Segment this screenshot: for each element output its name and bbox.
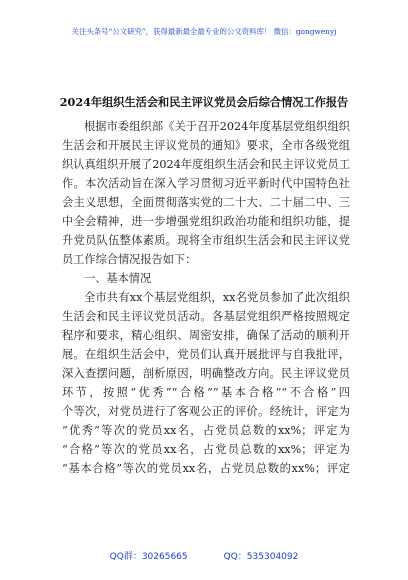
header-promo-note: 关注头条号“公文研究”，获得最新最全最专业的公文资料库！ 微信：gongwenyj [71, 27, 337, 36]
footer-contact [0, 549, 408, 562]
document-title: 2024年组织生活会和民主评议党员会后综合情况工作报告 [59, 95, 349, 109]
section-heading: 一、基本情况 [84, 272, 152, 285]
footer-qq: QQ：535304092 [223, 552, 299, 562]
body-line: 程序和要求，精心组织、周密安排，确保了活动的顺利开 [62, 329, 350, 342]
body-line: 中全会精神，进一步增强党组织政治功能和组织功能，提 [62, 215, 350, 228]
body-line: “优秀”等次的党员xx名，占党员总数的xx%；评定为 [62, 424, 350, 437]
body-line: “合格”等次的党员xx名，占党员总数的xx%；评定为 [62, 443, 350, 456]
body-line: 生活会和民主评议党员活动。各基层党组织严格按照规定 [62, 310, 350, 323]
body-line: 根据市委组织部《关于召开2024年度基层党组织组织 [84, 120, 350, 133]
body-line: “基本合格”等次的党员xx名，占党员总数的xx%；评定 [62, 462, 350, 475]
body-line: 展。在组织生活会中，党员们认真开展批评与自我批评， [62, 348, 350, 361]
body-line: 环节，按照“优秀”“合格”“基本合格”“不合格”四 [62, 386, 350, 399]
body-line: 生活会和开展民主评议党员的通知》要求，全市各级党组 [62, 139, 350, 152]
body-line: 全市共有xx个基层党组织，xx名党员参加了此次组织 [84, 291, 350, 304]
body-line: 织认真组织开展了2024年度组织生活会和民主评议党员工 [62, 158, 350, 171]
body-line: 会主义思想，全面贯彻落实党的二十大、二十届二中、三 [62, 196, 350, 209]
body-line: 员工作综合情况报告如下： [62, 253, 197, 266]
document-body [62, 117, 350, 478]
body-line: 作。本次活动旨在深入学习贯彻习近平新时代中国特色社 [62, 177, 350, 190]
body-line: 个等次，对党员进行了客观公正的评价。经统计，评定为 [62, 405, 350, 418]
body-line: 升党员队伍整体素质。现将全市组织生活会和民主评议党 [62, 234, 350, 247]
body-line: 深入查摆问题，剖析原因，明确整改方向。民主评议党员 [62, 367, 350, 380]
footer-qq-group: QQ群：30265665 [109, 552, 188, 562]
